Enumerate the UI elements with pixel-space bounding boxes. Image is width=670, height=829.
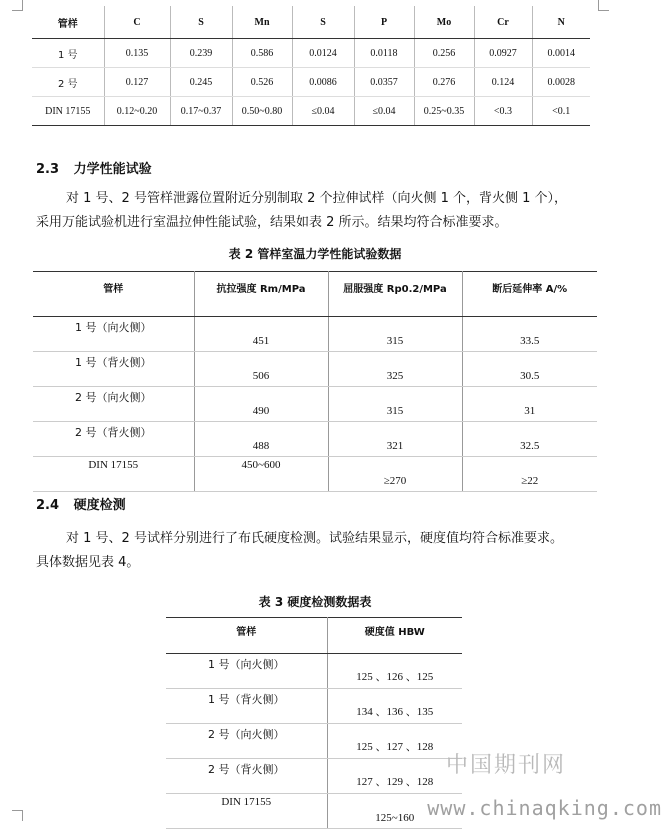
column-header: S [292, 6, 354, 39]
table-cell: 0.0118 [354, 39, 414, 68]
table-cell: 506 [194, 352, 328, 387]
column-header: N [532, 6, 590, 39]
table-row [166, 759, 462, 794]
table-cell: 0.526 [232, 68, 292, 97]
table-cell: 0.25~0.35 [414, 97, 474, 126]
section-heading [36, 494, 126, 513]
table-cell: 1 号 [32, 39, 104, 68]
paragraph-line: 对 1 号、2 号试样分别进行了布氏硬度检测。试验结果显示，硬度值均符合标准要求。 [66, 531, 563, 546]
table-row [33, 317, 597, 352]
table-cell: 1 号（背火侧） [166, 689, 327, 724]
table-cell: 0.124 [474, 68, 532, 97]
table-cell: 0.17~0.37 [170, 97, 232, 126]
table-row [166, 724, 462, 759]
paragraph-line: 具体数据见表 4。 [36, 555, 140, 570]
section-number: 2.3 [36, 162, 60, 177]
table-cell: <0.1 [532, 97, 590, 126]
table-cell: 0.127 [104, 68, 170, 97]
table-cell: 125 、126 、125 [327, 654, 462, 689]
column-header: C [104, 6, 170, 39]
table-cell: 0.0086 [292, 68, 354, 97]
table-header-row [32, 6, 590, 39]
table-cell: 0.12~0.20 [104, 97, 170, 126]
table-cell: ≤0.04 [292, 97, 354, 126]
table-cell: 32.5 [462, 422, 597, 457]
table-cell: 1 号（向火侧） [33, 317, 194, 352]
hardness-table [166, 617, 462, 829]
table-cell: DIN 17155 [32, 97, 104, 126]
paragraph-line: 采用万能试验机进行室温拉伸性能试验，结果如表 2 所示。结果均符合标准要求。 [36, 215, 508, 230]
table-cell: 315 [328, 387, 462, 422]
column-header: Mn [232, 6, 292, 39]
table-header-row [33, 272, 597, 317]
section-title: 力学性能试验 [73, 162, 152, 177]
mechanical-properties-table [33, 271, 597, 492]
table-cell: 2 号 [32, 68, 104, 97]
table-cell: 0.0028 [532, 68, 590, 97]
table-cell: 451 [194, 317, 328, 352]
paragraph-line: 对 1 号、2 号管样泄露位置附近分别制取 2 个拉伸试样（向火侧 1 个，背火侧 1 个）， [66, 191, 568, 206]
table-cell: 1 号（背火侧） [33, 352, 194, 387]
table-cell: 490 [194, 387, 328, 422]
table-cell: 0.256 [414, 39, 474, 68]
table-cell: 134 、136 、135 [327, 689, 462, 724]
table-row [32, 97, 590, 126]
table-row [166, 689, 462, 724]
column-header: 管样 [32, 6, 104, 39]
table-cell: 31 [462, 387, 597, 422]
table-cell: <0.3 [474, 97, 532, 126]
table-cell: 450~600 [194, 457, 328, 492]
table-row [166, 654, 462, 689]
table-cell: 33.5 [462, 317, 597, 352]
column-header: 硬度值 HBW [327, 618, 462, 654]
table-cell: ≥22 [462, 457, 597, 492]
watermark-url: www.chinaqking.com [427, 796, 662, 820]
table-row [32, 68, 590, 97]
section-number: 2.4 [36, 498, 60, 513]
paragraph [36, 187, 596, 235]
table-cell: 2 号（背火侧） [33, 422, 194, 457]
table-cell: 125 、127 、128 [327, 724, 462, 759]
column-header: Cr [474, 6, 532, 39]
table-cell: 0.0927 [474, 39, 532, 68]
table-row [32, 39, 590, 68]
table-cell: 0.0014 [532, 39, 590, 68]
table-cell: 1 号（向火侧） [166, 654, 327, 689]
paragraph [36, 527, 616, 575]
table-row [33, 457, 597, 492]
table-row [33, 387, 597, 422]
table-cell: 127 、129 、128 [327, 759, 462, 794]
section-title: 硬度检测 [73, 498, 126, 513]
column-header: 管样 [166, 618, 327, 654]
table-cell: 325 [328, 352, 462, 387]
table-caption: 表 3 硬度检测数据表 [258, 595, 372, 609]
table-cell: 0.0124 [292, 39, 354, 68]
table-cell: ≤0.04 [354, 97, 414, 126]
page-corner-mark [12, 810, 23, 821]
table-cell: 30.5 [462, 352, 597, 387]
column-header: S [170, 6, 232, 39]
column-header: 抗拉强度 Rm/MPa [194, 272, 328, 317]
table-caption: 表 2 管样室温力学性能试验数据 [228, 247, 402, 261]
table-cell: 2 号（背火侧） [166, 759, 327, 794]
table-cell: DIN 17155 [33, 457, 194, 492]
table-cell: 488 [194, 422, 328, 457]
watermark-title: 中国期刊网 [445, 753, 566, 778]
page-corner-mark [12, 0, 23, 11]
table-header-row [166, 618, 462, 654]
table-cell: 0.276 [414, 68, 474, 97]
composition-table [32, 6, 590, 126]
table-cell: 125~160 [327, 794, 462, 829]
table-row [33, 352, 597, 387]
table-cell: 0.245 [170, 68, 232, 97]
table-cell: 2 号（向火侧） [33, 387, 194, 422]
table-cell: 0.135 [104, 39, 170, 68]
table-cell: 2 号（向火侧） [166, 724, 327, 759]
column-header: 断后延伸率 A/% [462, 272, 597, 317]
page-corner-mark [598, 0, 609, 11]
table-cell: 0.50~0.80 [232, 97, 292, 126]
column-header: Mo [414, 6, 474, 39]
table-cell: DIN 17155 [166, 794, 327, 829]
section-heading [36, 158, 152, 177]
table-row [33, 422, 597, 457]
column-header: P [354, 6, 414, 39]
table-cell: 321 [328, 422, 462, 457]
column-header: 管样 [33, 272, 194, 317]
column-header: 屈服强度 Rp0.2/MPa [328, 272, 462, 317]
table-cell: 0.239 [170, 39, 232, 68]
table-row [166, 794, 462, 829]
table-cell: 0.586 [232, 39, 292, 68]
table-cell: 0.0357 [354, 68, 414, 97]
table-cell: 315 [328, 317, 462, 352]
table-cell: ≥270 [328, 457, 462, 492]
